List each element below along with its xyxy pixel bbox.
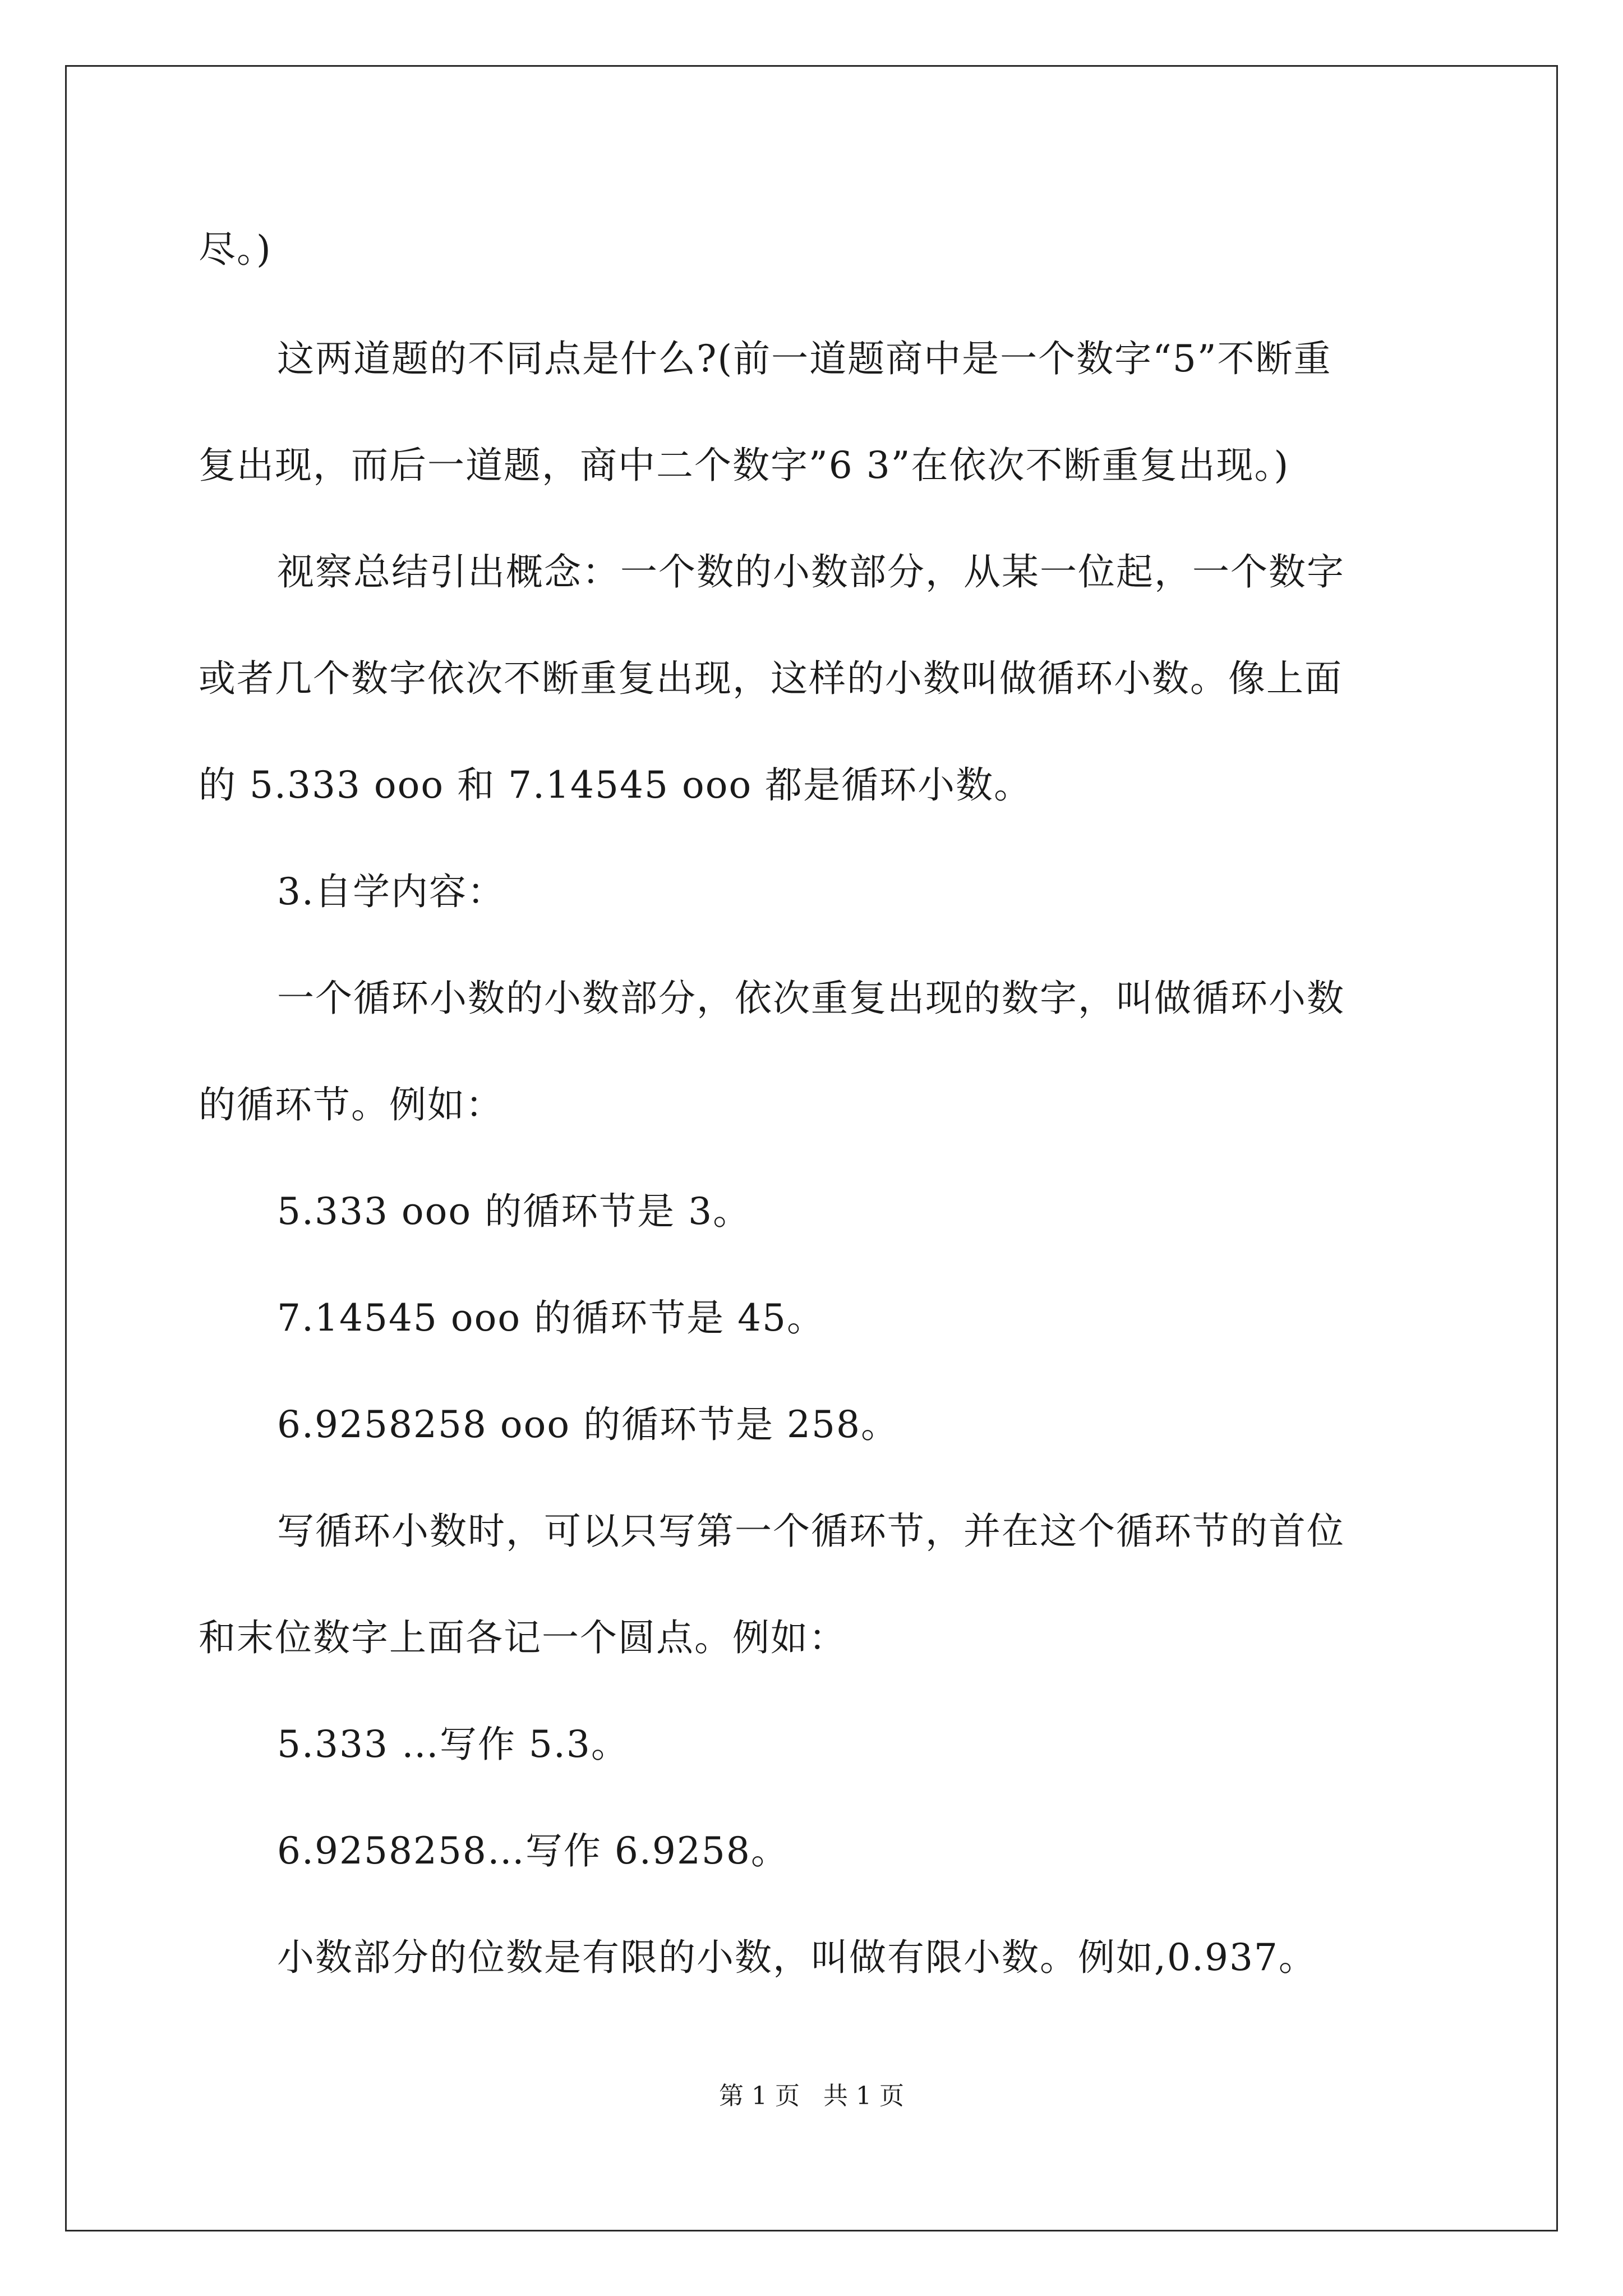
text-line: 6.9258258 ooo 的循环节是 258。 xyxy=(277,1403,900,1446)
text-line: 和末位数字上面各记一个圆点。例如： xyxy=(199,1616,847,1659)
text-line: 写循环小数时，可以只写第一个循环节，并在这个循环节的首位 xyxy=(277,1510,1345,1553)
text-line: 视察总结引出概念：一个数的小数部分，从某一位起，一个数字 xyxy=(277,550,1345,593)
text-line: 5.333 ooo 的循环节是 3。 xyxy=(277,1190,751,1233)
page-total: 共 1 页 xyxy=(823,2082,904,2110)
text-line: 一个循环小数的小数部分，依次重复出现的数字，叫做循环小数 xyxy=(277,977,1345,1020)
page-footer xyxy=(0,2076,1623,2111)
text-line: 的 5.333 ooo 和 7.14545 ooo 都是循环小数。 xyxy=(199,763,1032,807)
text-line: 6.9258258…写作 6.9258。 xyxy=(277,1829,789,1872)
text-line: 复出现，而后一道题，商中二个数字”6 3”在依次不断重复出现。) xyxy=(199,444,1290,487)
text-line: 5.333 …写作 5.3。 xyxy=(277,1723,629,1766)
page-number: 第 1 页 xyxy=(719,2082,800,2110)
text-line: 7.14545 ooo 的循环节是 45。 xyxy=(277,1296,826,1340)
text-line: 小数部分的位数是有限的小数，叫做有限小数。例如,0.937。 xyxy=(277,1936,1317,1979)
text-line: 尽。) xyxy=(199,228,272,271)
text-line: 3.自学内容： xyxy=(277,870,505,913)
text-line: 的循环节。例如： xyxy=(199,1083,504,1126)
text-line: 或者几个数字依次不断重复出现，这样的小数叫做循环小数。像上面 xyxy=(199,657,1343,700)
text-line: 这两道题的不同点是什么?(前一道题商中是一个数字“5”不断重 xyxy=(277,337,1332,380)
